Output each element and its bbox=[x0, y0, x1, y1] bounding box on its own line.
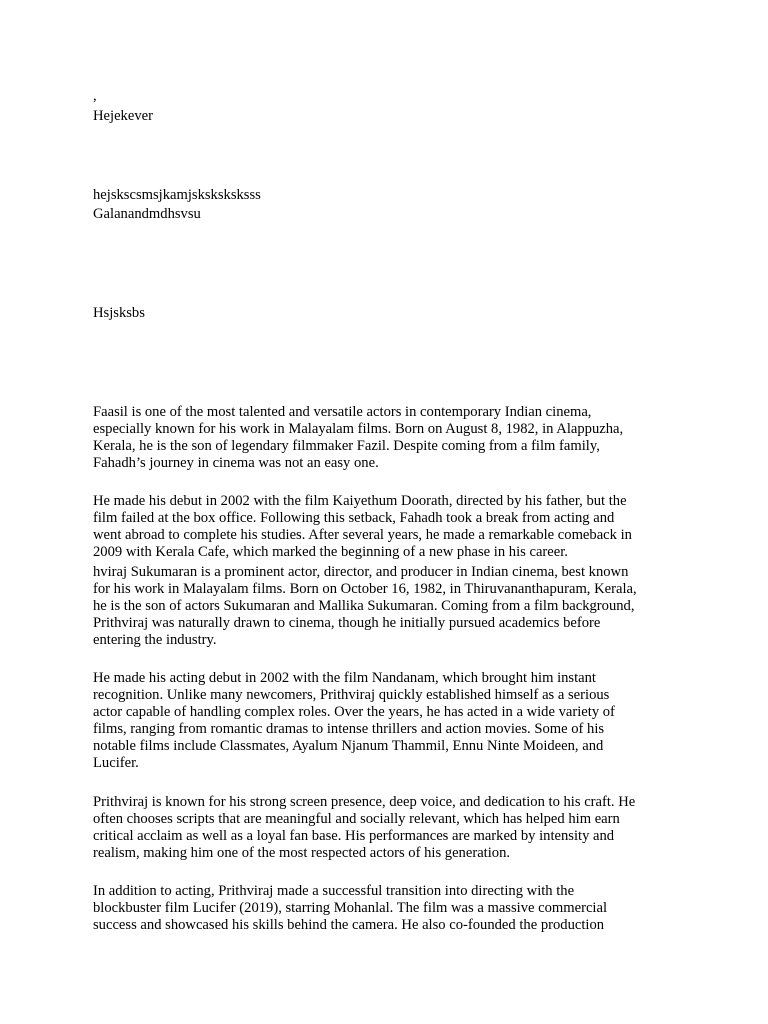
comma-text: , bbox=[93, 88, 97, 104]
text-line: hejskscsmsjkamjsksksksksss bbox=[93, 187, 261, 203]
text-line: Hsjsksbs bbox=[93, 305, 145, 321]
text-line: Galanandmdhsvsu bbox=[93, 206, 201, 222]
paragraph-prithviraj-debut: He made his acting debut in 2002 with the film Nandanam, which brought him instant recognition. Unlike many newcomers, Prithviraj quickly established himself as a serious actor capable of handling complex roles. Over the years, he has acted in a wide variety of films, ranging from romantic dramas to intense thrillers and action movies. Some of his notable films include Classmates, Ayalum Njanum Thammil, Ennu Ninte Moideen, and Lucifer. bbox=[93, 670, 615, 771]
paragraph-prithviraj-directing: In addition to acting, Prithviraj made a successful transition into directing with the blockbuster film Lucifer (2019), starring Mohanlal. The film was a massive commercial success and showcased his skills behind the camera. He also co-founded the production bbox=[93, 883, 608, 933]
heading-text: Hejekever bbox=[93, 108, 153, 124]
paragraph-prithviraj-style: Prithviraj is known for his strong screen presence, deep voice, and dedication to his craft. He often chooses scripts that are meaningful and socially relevant, which has helped him earn critical acclaim as well as a loyal fan base. His performances are marked by intensity and realism, making him one of the most respected actors of his generation. bbox=[93, 794, 636, 861]
paragraph-fahadh-intro: Faasil is one of the most talented and versatile actors in contemporary Indian cinema, especially known for his work in Malayalam films. Born on August 8, 1982, in Alappuzha, Kerala, he is the son of legendary filmmaker Fazil. Despite coming from a film family, Fahadh’s journey in cinema was not an easy one. bbox=[93, 404, 624, 471]
paragraph-prithviraj-intro: hviraj Sukumaran is a prominent actor, director, and producer in Indian cinema, best known for his work in Malayalam films. Born on October 16, 1982, in Thiruvananthapuram, Kerala, he is the son of actors Sukumaran and Mallika Sukumaran. Coming from a film background, Prithviraj was naturally drawn to cinema, though he initially pursued academics before entering the industry. bbox=[93, 564, 637, 648]
paragraph-fahadh-debut: He made his debut in 2002 with the film Kaiyethum Doorath, directed by his father, but the film failed at the box office. Following this setback, Fahadh took a break from acting and went abroad to complete his studies. After several years, he made a remarkable comeback in 2009 with Kerala Cafe, which marked the beginning of a new phase in his career. bbox=[93, 493, 632, 560]
